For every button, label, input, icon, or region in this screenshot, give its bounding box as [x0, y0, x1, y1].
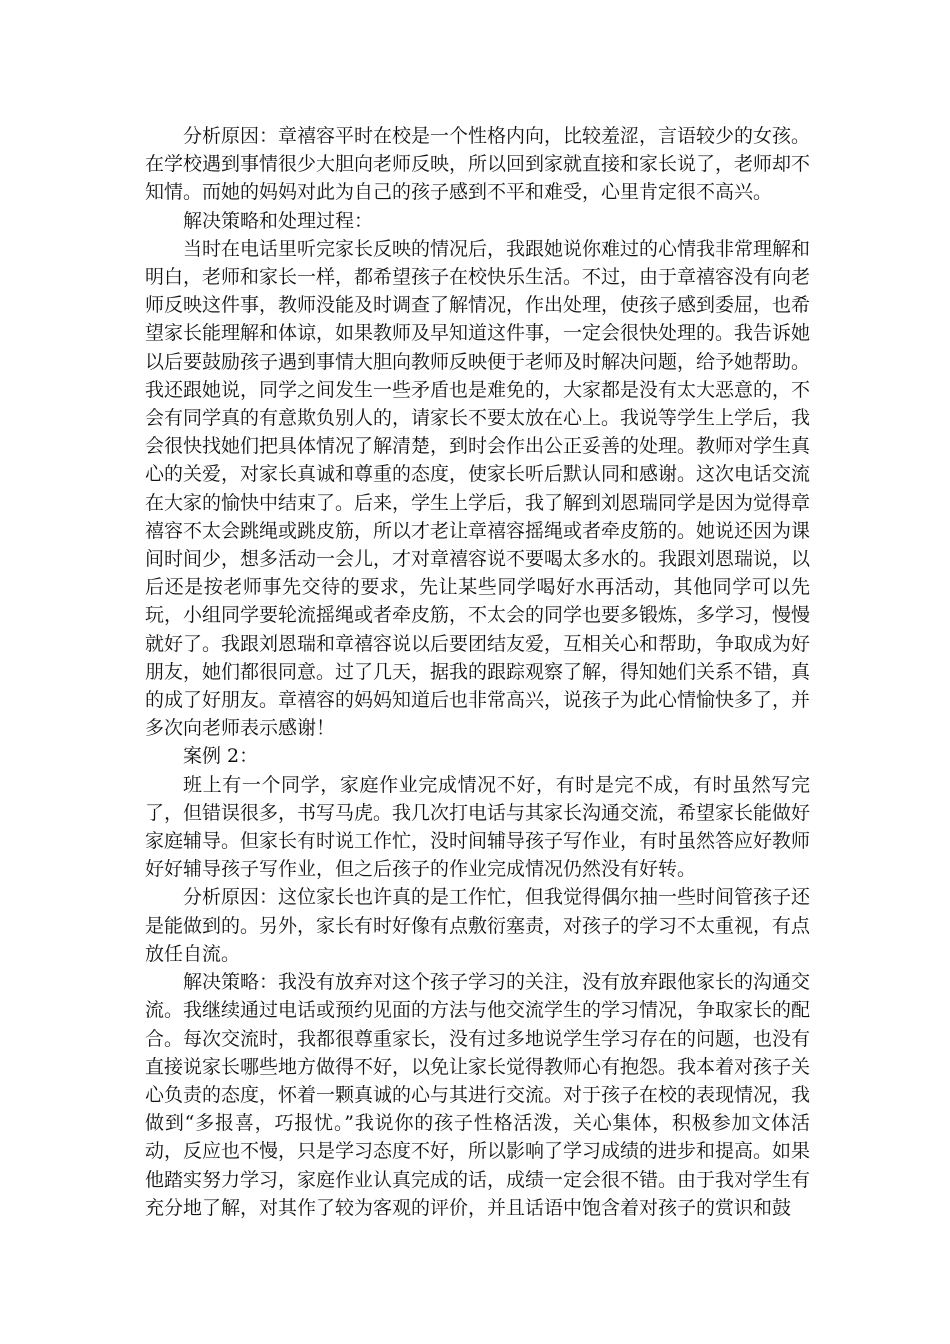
paragraph-strategy-2: 解决策略：我没有放弃对这个孩子学习的关注，没有放弃跟他家长的沟通交流。我继续通过电话或预约见面的方法与他交流学生的学习情况，争取家长的配合。每次交流时，我都很尊重家长，没有过多地说学生学习存在的问题，也没有直接说家长哪些地方做得不好，以免让家长觉得教师心有抱怨。我本着对孩子关心负责的态度，怀着一颗真诚的心与其进行交流。对于孩子在校的表现情况，我做到“多报喜，巧报忧。”我说你的孩子性格活泼，关心集体，积极参加文体活动，反应也不慢，只是学习态度不好，所以影响了学习成绩的进步和提高。如果他踏实努力学习，家庭作业认真完成的话，成绩一定会很不错。由于我对学生有充分地了解，对其作了较为客观的评价，并且话语中饱含着对孩子的赏识和鼓 [145, 971, 811, 1219]
paragraph-analysis-1: 分析原因：章禧容平时在校是一个性格内向，比较羞涩，言语较少的女孩。在学校遇到事情很少大胆向老师反映，所以回到家就直接和家长说了，老师却不知情。而她的妈妈对此为自己的孩子感到不平和难受，心里肯定很不高兴。 [145, 125, 811, 204]
paragraph-case-2-description: 班上有一个同学，家庭作业完成情况不好，有时是完不成，有时虽然写完了，但错误很多，书写马虎。我几次打电话与其家长沟通交流，希望家长能做好家庭辅导。但家长有时说工作忙，没时间辅导孩子写作业，有时虽然答应好教师好好辅导孩子写作业，但之后孩子的作业完成情况仍然没有好转。 [145, 773, 811, 881]
document-body [145, 122, 810, 1222]
paragraph-analysis-2: 分析原因：这位家长也许真的是工作忙，但我觉得偶尔抽一些时间管孩子还是能做到的。另外，家长有时好像有点敷衍塞责，对孩子的学习不太重视，有点放任自流。 [145, 886, 811, 965]
paragraph-strategy-heading: 解决策略和处理过程： [183, 209, 374, 232]
paragraph-case-2-heading: 案例 2： [183, 745, 259, 768]
paragraph-process: 当时在电话里听完家长反映的情况后，我跟她说你难过的心情我非常理解和明白，老师和家长一样，都希望孩子在校快乐生活。不过，由于章禧容没有向老师反映这件事，教师没能及时调查了解情况，作出处理，使孩子感到委屈，也希望家长能理解和体谅，如果教师及早知道这件事，一定会很快处理的。我告诉她以后要鼓励孩子遇到事情大胆向教师反映便于老师及时解决问题，给予她帮助。我还跟她说，同学之间发生一些矛盾也是难免的，大家都是没有太大恶意的，不会有同学真的有意欺负别人的，请家长不要太放在心上。我说等学生上学后，我会很快找她们把具体情况了解清楚，到时会作出公正妥善的处理。教师对学生真心的关爱，对家长真诚和尊重的态度，使家长听后默认同和感谢。这次电话交流在大家的愉快中结束了。后来，学生上学后，我了解到刘恩瑞同学是因为觉得章禧容不太会跳绳或跳皮筋，所以才老让章禧容摇绳或者牵皮筋的。她说还因为课间时间少，想多活动一会儿，才对章禧容说不要喝太多水的。我跟刘恩瑞说，以后还是按老师事先交待的要求，先让某些同学喝好水再活动，其他同学可以先玩，小组同学要轮流摇绳或者牵皮筋，不太会的同学也要多锻炼，多学习，慢慢就好了。我跟刘恩瑞和章禧容说以后要团结友爱，互相关心和帮助，争取成为好朋友，她们都很同意。过了几天，据我的跟踪观察了解，得知她们关系不错，真的成了好朋友。章禧容的妈妈知道后也非常高兴，说孩子为此心情愉快多了，并多次向老师表示感谢！ [145, 237, 811, 740]
